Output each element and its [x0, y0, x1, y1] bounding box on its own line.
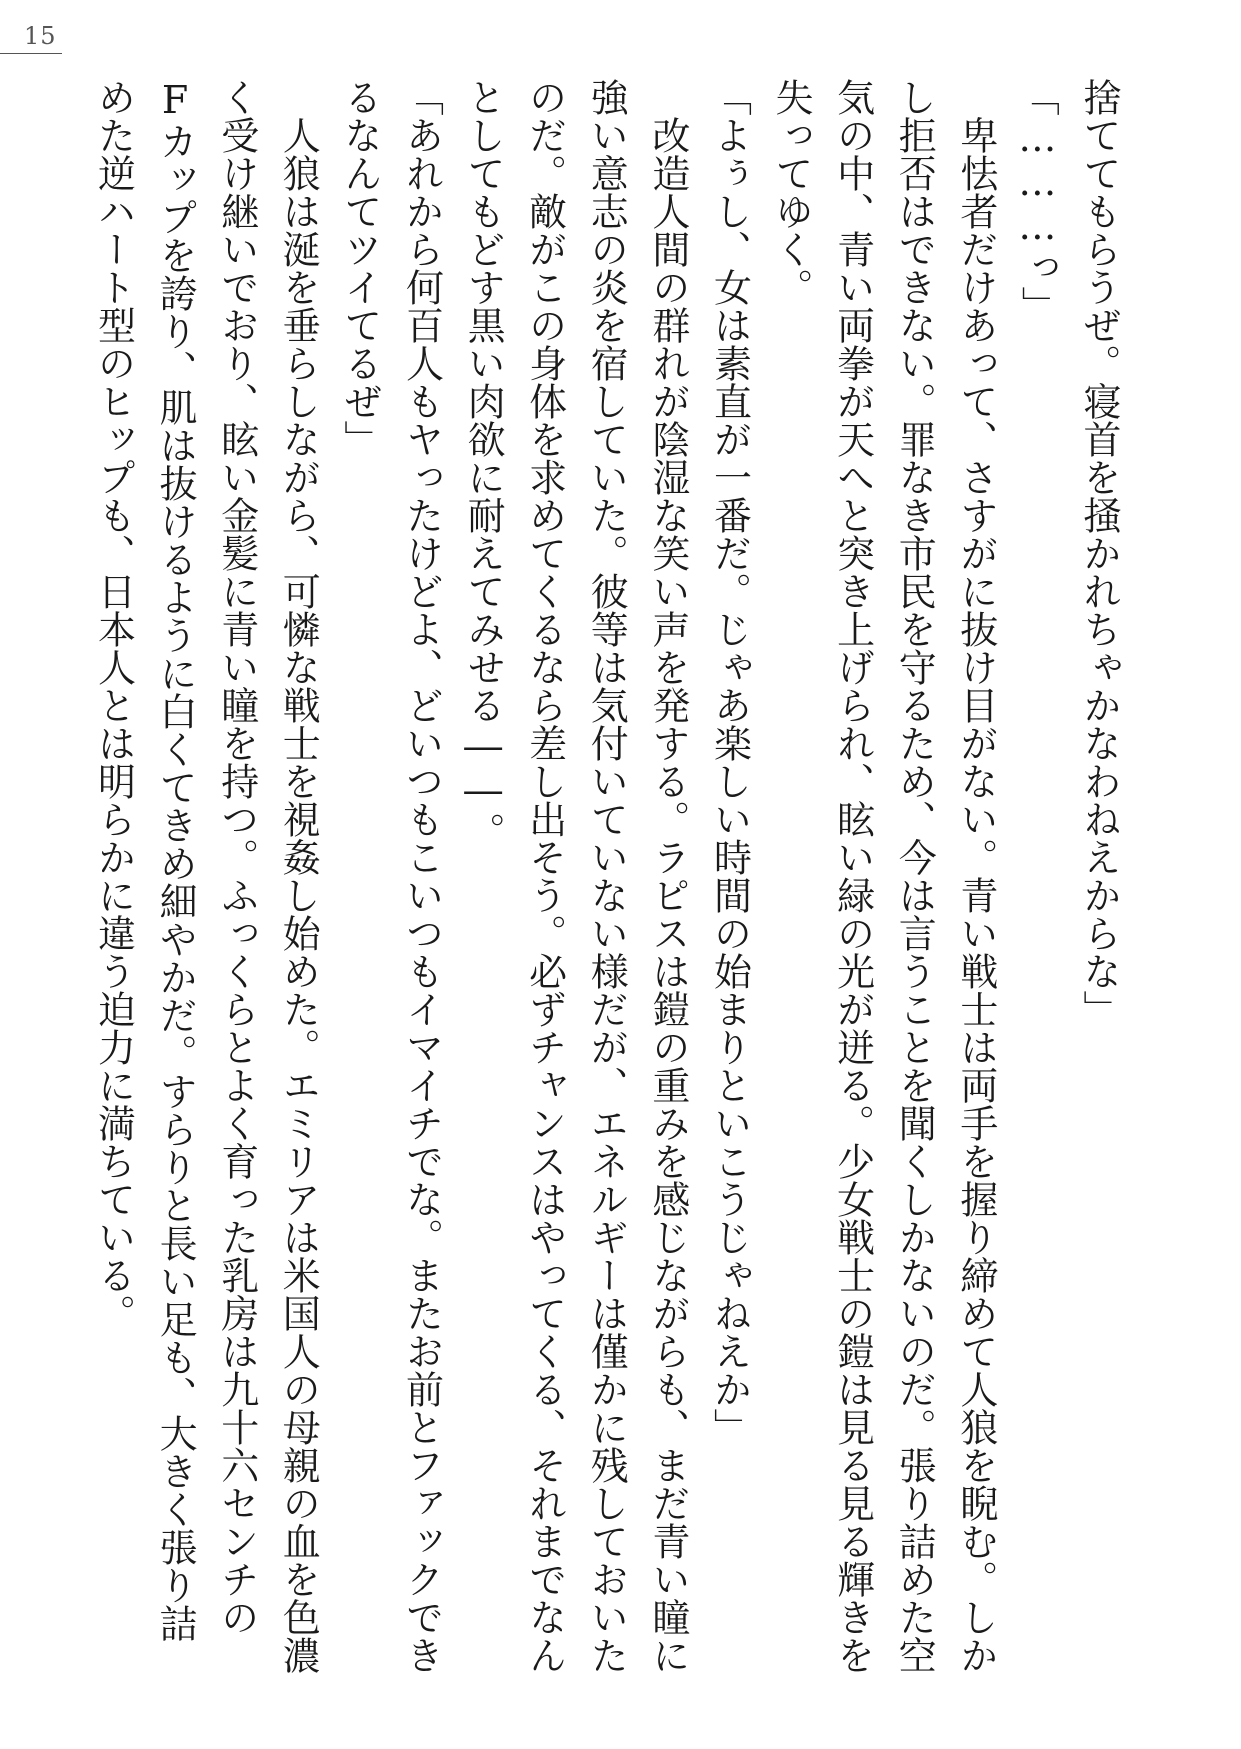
paragraph: 「………っ」 — [1015, 78, 1060, 324]
vertical-body-text — [91, 78, 1129, 1678]
paragraph: 捨ててもらうぜ。寝首を掻かれちゃかなわねえからな」 — [1077, 78, 1121, 1028]
paragraph: 「あれから何百人もヤったけどよ、どいつもこいつもイマイチでな。またお前とファックできるなんてツイてるぜ」 — [337, 78, 444, 1674]
paragraph: 「よぅし、女は素直が一番だ。じゃあ楽しい時間の始まりといこうじゃねえか」 — [707, 78, 752, 1446]
page-number: 15 — [24, 22, 57, 50]
paragraph: 卑怯者だけあって、さすがに抜け目がない。青い戦士は両手を握り締めて人狼を睨む。しかし拒否はできない。罪なき市民を守るため、今は言うことを聞くしかないのだ。張り詰めた空気の中、青い両拳が天へと突き上げられ、眩い緑の光が迸る。少女戦士の鎧は見る見る輝きを失ってゆく。 — [769, 78, 998, 1674]
paragraph: 人狼は涎を垂らしながら、可憐な戦士を視姦し始めた。エミリアは米国人の母親の血を色濃く受け継いでおり、眩い金髪に青い瞳を持つ。ふっくらとよく育った乳房は九十六センチのFカップを誇り、肌は抜けるように白くてきめ細やかだ。すらりと長い足も、大きく張り詰めた逆ハート型のヒップも、日本人とは明らかに違う迫力に満ちている。 — [91, 78, 321, 1674]
header-rule — [0, 53, 62, 54]
paragraph: 改造人間の群れが陰湿な笑い声を発する。ラピスは鎧の重みを感じながらも、まだ青い瞳に強い意志の炎を宿していた。彼等は気付いていない様だが、エネルギーは僅かに残しておいたのだ。敵がこの身体を求めてくるなら差し出そう。必ずチャンスはやってくる、それまでなんとしてもどす黒い肉欲に耐えてみせる――。 — [461, 78, 690, 1674]
